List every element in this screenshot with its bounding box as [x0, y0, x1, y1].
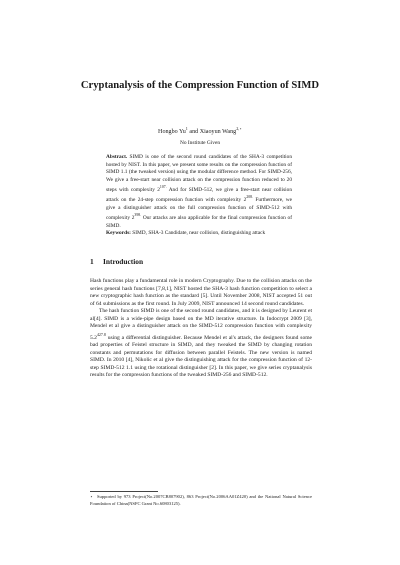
author-mark-2: 2,⋆: [236, 126, 242, 131]
section-heading: [90, 257, 320, 267]
keywords-text: SIMD, SHA-3 Candidate, near collision, distinguishing attack: [132, 230, 266, 237]
footnote-mark: ⋆: [90, 494, 93, 499]
abstract-text: SIMD is one of the second round candidates of the SHA-3 competition hosted by NIST. In this paper, we present some results on the compression function of SIMD 1.1 (the tweaked version) using the modular difference method. For SIMD-256, We give a free-start near collision attack on the compression function reduced to 20 steps with complexity $2^{107.}$ And for SIMD-512, we give a free-start near collision attack on the 24-step compression function with complexity $2^{208.}$ Furthermore, we give a distinguisher attack on the full compression function of SIMD-512 with complexity $2^{398.}$ Our attacks are also applicable for the final compression function of SIMD.: [106, 154, 292, 229]
footnote-rule: [90, 491, 158, 492]
section-title: Introduction: [103, 257, 144, 266]
abstract: [106, 154, 292, 238]
section-body: [90, 278, 312, 380]
footnote: [90, 494, 312, 507]
footnote-text: Supported by 973 Project(No.2007CB807902), 863 Project(No.2006AA01Z420) and the National Natural Science Foundation of China(NSFC Grant No.60803125).: [90, 494, 312, 506]
author-line: [70, 125, 330, 136]
paper-title: Cryptanalysis of the Compression Function of SIMD: [80, 80, 320, 91]
body-paragraph: The hash function SIMD is one of the second round candidates, and it is designed by Leurent et al[4]. SIMD is a wide-pipe design based on the MD iterative structure. In Indocrypt 2009 [3], Mendel et al give a distinguisher attack on the SIMD-512 compression function with complexity $5.2^{427.8}$ using a differential distinguisher. Because Mendel et al's attack, the designers found some bad properties of Feistel structure in SIMD, and they tweaked the SIMD by changing rotation constants and permutations for diffusion between parallel Feistels. The new version is named SIMD. In 2010 [4], Nikolic et al give the distinguishing attack for the compression function of 12-step SIMD-512 1.1 using the rotational distinguisher [2]. In this paper, we give series cryptanalysis results for the compression functions of the tweaked SIMD-256 and SIMD-512.: [90, 308, 312, 379]
keywords-label: Keywords:: [106, 230, 131, 237]
affiliation: No Institute Given: [179, 140, 221, 146]
abstract-label: Abstract.: [106, 154, 128, 160]
author-mark: 1: [185, 126, 188, 131]
section-number: 1: [90, 257, 94, 266]
author-name-2: and Xiaoyun Wang: [189, 129, 237, 136]
body-paragraph: Hash functions play a fundamental role in modern Cryptography. Due to the collision attacks on the series general hash functions [7,8,1], NIST hosted the SHA-3 hash function competition to select a new cryptographic hash function as the standard [5]. Until November 2008, NIST accepted 51 out of 64 submissions as the first round. In July 2009, NIST announced 14 second round candidates.: [90, 278, 312, 307]
author-name: Hongbo Yu: [158, 129, 186, 136]
